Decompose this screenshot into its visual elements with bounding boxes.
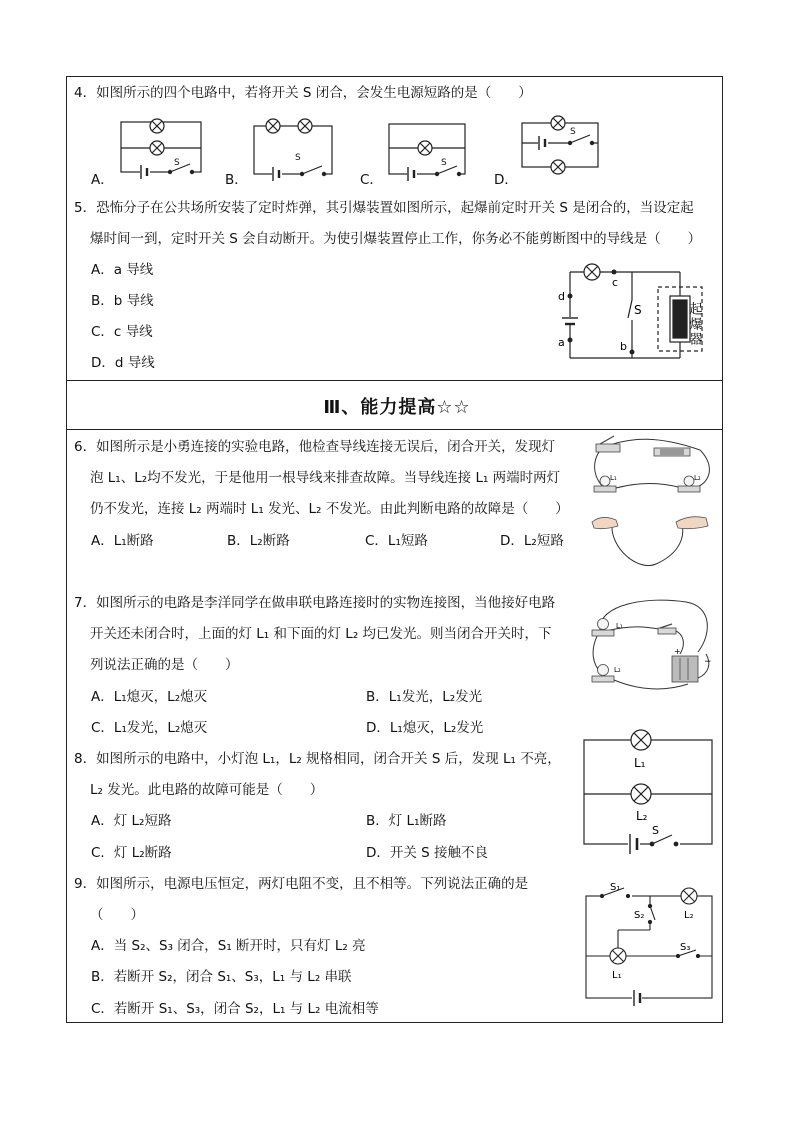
svg-text:L₂: L₂ — [636, 809, 648, 823]
q4-option-b[interactable]: B． — [225, 172, 248, 188]
lamp-icon — [610, 948, 626, 964]
q8-circuit-figure — [580, 730, 720, 850]
q9-option-c[interactable]: C．若断开 S₁、S₃，闭合 S₂，L₁ 与 L₂ 电流相等 — [91, 1001, 379, 1017]
q9-option-b[interactable]: B．若断开 S₂，闭合 S₁、S₃，L₁ 与 L₂ 串联 — [91, 969, 352, 985]
svg-text:+: + — [674, 647, 681, 656]
q8-option-a[interactable]: A．灯 L₂短路 — [91, 813, 172, 829]
q7-line1: 7．如图所示的电路是李洋同学在做串联电路连接时的实物连接图，当他接好电路 — [74, 595, 556, 611]
section-divider-top — [66, 380, 723, 381]
battery-icon — [654, 448, 690, 456]
lamp-icon — [298, 119, 312, 133]
svg-text:S: S — [295, 153, 301, 163]
right-hand-icon — [676, 517, 708, 529]
svg-text:S: S — [441, 158, 447, 168]
q6-option-d[interactable]: D．L₂短路 — [500, 533, 564, 549]
q9-option-a[interactable]: A．当 S₂、S₃ 闭合，S₁ 断开时，只有灯 L₂ 亮 — [91, 938, 366, 954]
q5-stem-line1: 5．恐怖分子在公共场所安装了定时炸弹，其引爆装置如图所示，起爆前定时开关 S 是闭合的，当设定起 — [74, 200, 694, 216]
q4-figure-a — [118, 118, 208, 178]
q6-option-b[interactable]: B．L₂断路 — [227, 533, 290, 549]
svg-text:L₁: L₁ — [634, 756, 646, 770]
q5-option-c[interactable]: C．c 导线 — [91, 324, 153, 340]
lamp-icon — [631, 730, 651, 750]
section-title: Ⅲ、能力提高☆☆ — [323, 397, 471, 418]
lamp-icon — [418, 141, 432, 155]
q6-line3: 仍不发光，连接 L₂ 两端时 L₁ 发光、L₂ 不发光。由此判断电路的故障是（ ） — [90, 501, 569, 517]
q8-line2: L₂ 发光。此电路的故障可能是（ ） — [90, 782, 324, 798]
svg-text:b: b — [620, 340, 627, 353]
svg-text:S₂: S₂ — [634, 910, 645, 921]
bulb-icon — [592, 619, 614, 637]
q7-option-c[interactable]: C．L₁发光，L₂熄灭 — [91, 720, 208, 736]
lamp-icon — [150, 119, 164, 133]
svg-text:a: a — [558, 336, 565, 349]
q4-figure-b — [250, 118, 340, 178]
q8-option-c[interactable]: C．灯 L₂断路 — [91, 845, 172, 861]
q7-line3: 列说法正确的是（ ） — [90, 657, 239, 673]
q5-option-d[interactable]: D．d 导线 — [91, 355, 155, 371]
svg-text:S₁: S₁ — [610, 882, 621, 893]
q5-stem-line2: 爆时间一到，定时开关 S 会自动断开。为使引爆装置停止工作，你务必不能剪断图中的导线是（ ） — [90, 231, 702, 247]
svg-text:−: − — [704, 657, 712, 667]
q7-line2: 开关还未闭合时，上面的灯 L₁ 和下面的灯 L₂ 均已发光。则当闭合开关时，下 — [90, 626, 552, 642]
q4-figure-d — [518, 115, 608, 175]
lamp-icon — [681, 888, 697, 904]
svg-text:L₂: L₂ — [694, 474, 701, 482]
section-divider-bottom — [66, 429, 723, 430]
bulb-icon — [592, 665, 614, 683]
q4-option-d[interactable]: D． — [494, 172, 518, 188]
lamp-icon — [631, 784, 651, 804]
svg-text:L₁: L₁ — [610, 474, 617, 482]
svg-text:S: S — [652, 824, 659, 837]
svg-text:d: d — [558, 290, 565, 303]
q9-line1: 9．如图所示，电源电压恒定，两灯电阻不变，且不相等。下列说法正确的是 — [74, 876, 529, 892]
lamp-icon — [584, 264, 600, 280]
q5-option-a[interactable]: A．a 导线 — [91, 262, 154, 278]
svg-text:L₂: L₂ — [614, 666, 621, 674]
q9-line2: （ ） — [90, 907, 144, 923]
q4-stem: 4．如图所示的四个电路中，若将开关 S 闭合，会发生电源短路的是（ ） — [74, 85, 532, 101]
q5-option-b[interactable]: B．b 导线 — [91, 293, 154, 309]
q4-option-a[interactable]: A． — [91, 172, 114, 188]
q7-option-a[interactable]: A．L₁熄灭，L₂熄灭 — [91, 689, 208, 705]
svg-text:L₁: L₁ — [616, 622, 623, 630]
q6-circuit-photo — [590, 432, 715, 572]
q8-option-b[interactable]: B．灯 L₁断路 — [366, 813, 447, 829]
q6-line2: 泡 L₁、L₂均不发光，于是他用一根导线来排查故障。当导线连接 L₁ 两端时两灯 — [90, 470, 561, 486]
q7-circuit-photo — [588, 594, 718, 694]
switch-icon — [658, 624, 676, 634]
q7-option-b[interactable]: B．L₁发光，L₂发光 — [366, 689, 483, 705]
svg-text:S: S — [570, 127, 576, 137]
q4-figure-c — [385, 118, 475, 178]
detonator-label: 起爆器 — [686, 302, 702, 347]
switch-icon — [596, 436, 620, 452]
q4-option-c[interactable]: C． — [360, 172, 383, 188]
svg-text:c: c — [612, 276, 619, 289]
lamp-icon — [150, 141, 164, 155]
left-hand-icon — [592, 517, 618, 528]
svg-text:L₂: L₂ — [684, 910, 694, 921]
lamp-icon — [266, 119, 280, 133]
svg-text:S: S — [174, 158, 180, 168]
q5-detonator-figure — [552, 262, 712, 372]
lamp-icon — [551, 160, 565, 174]
q6-option-a[interactable]: A．L₁断路 — [91, 533, 154, 549]
q8-line1: 8．如图所示的电路中，小灯泡 L₁，L₂ 规格相同，闭合开关 S 后，发现 L₁ 不亮， — [74, 751, 561, 767]
battery-icon — [672, 656, 698, 682]
q8-option-d[interactable]: D．开关 S 接触不良 — [366, 845, 489, 861]
svg-text:S: S — [634, 303, 642, 317]
q7-option-d[interactable]: D．L₁熄灭，L₂发光 — [366, 720, 484, 736]
q6-line1: 6．如图所示是小勇连接的实验电路，他检查导线连接无误后，闭合开关，发现灯 — [74, 439, 556, 455]
lamp-icon — [551, 116, 565, 130]
svg-text:S₃: S₃ — [680, 942, 691, 953]
svg-text:L₁: L₁ — [612, 970, 622, 981]
q9-circuit-figure — [580, 878, 720, 1003]
q6-option-c[interactable]: C．L₁短路 — [365, 533, 428, 549]
